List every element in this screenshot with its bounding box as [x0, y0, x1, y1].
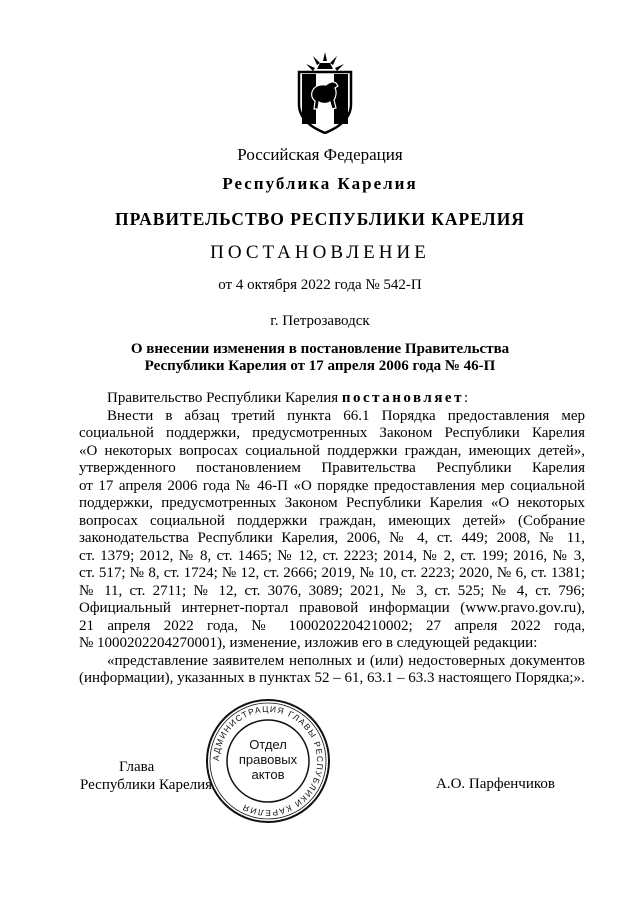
body-line: (информации), указанных в пунктах 52 – 61, 63.1 – 63.3 настоящего Порядка;».	[79, 670, 585, 686]
official-stamp	[204, 697, 332, 825]
stamp-line-1: Отдел	[249, 737, 287, 752]
body-line: вопросах социальной поддержки граждан, имеющих детей» (Собрание	[79, 512, 585, 529]
document-type: ПОСТАНОВЛЕНИЕ	[210, 242, 430, 263]
intro-line	[79, 390, 585, 408]
subject-line-1: О внесении изменения в постановление Правительства	[130, 341, 510, 357]
stamp-line-3: актов	[251, 767, 285, 782]
signatory-name: А.О. Парфенчиков	[436, 776, 555, 792]
country-name: Российская Федерация	[237, 145, 403, 164]
body-line: Внести в абзац третий пункта 66.1 Порядка предоставления мер	[107, 407, 585, 424]
stamp-ring-text: АДМИНИСТРАЦИЯ ГЛАВЫ РЕСПУБЛИКИ КАРЕЛИЯ	[210, 703, 326, 819]
coat-of-arms-icon	[296, 52, 354, 134]
intro-text: Правительство Республики Карелия	[107, 390, 342, 406]
body-line: Официальный интернет-портал правовой информации (www.pravo.gov.ru),	[79, 600, 585, 616]
body-line: ст. 1379; 2012, № 8, ст. 1465; № 12, ст. 2223; 2014, № 2, ст. 199; 2016, № 3,	[79, 547, 585, 564]
body-line: «представление заявителем неполных и (или) недостоверных документов	[107, 652, 585, 669]
body-line: от 17 апреля 2006 года № 46-П «О порядке предоставления мер социальной	[79, 477, 585, 494]
body-line: № 11, ст. 2711; № 12, ст. 3076, 3089; 2021, № 3, ст. 525; № 4, ст. 796;	[79, 582, 585, 599]
stamp-line-2: правовых	[238, 752, 298, 767]
intro-emphasis: постановляет	[341, 390, 464, 406]
body-line: № 1000202204270001), изменение, изложив его в следующей редакции:	[79, 635, 538, 651]
subject-line-2: Республики Карелия от 17 апреля 2006 года № 46-П	[144, 358, 496, 374]
government-title: ПРАВИТЕЛЬСТВО РЕСПУБЛИКИ КАРЕЛИЯ	[115, 209, 525, 229]
signatory-title-line-1: Глава	[119, 759, 155, 775]
city: г. Петрозаводск	[270, 313, 370, 329]
document-body	[79, 390, 585, 688]
body-line: 21 апреля 2022 года, № 1000202204210002; 27 апреля 2022 года,	[79, 617, 585, 634]
body-line: законодательства Республики Карелия, 2006, № 4, ст. 449; 2008, № 11,	[79, 530, 585, 546]
date-number: от 4 октября 2022 года № 542-П	[218, 277, 422, 293]
body-line: поддержки, предусмотренных Законом Республики Карелия «О некоторых	[79, 495, 585, 511]
intro-end: :	[463, 390, 469, 406]
signatory-title	[80, 758, 212, 794]
body-line: утвержденного постановлением Правительства Республики Карелия	[79, 460, 585, 476]
signatory-title-line-2: Республики Карелия	[80, 777, 213, 793]
document-subject	[0, 341, 640, 375]
body-line: ст. 517; № 8, ст. 1724; № 12, ст. 2666; 2019, № 10, ст. 2223; 2020, № 6, ст. 1381;	[79, 565, 585, 581]
body-line: «О некоторых вопросах социальной поддержки граждан, имеющих детей»,	[79, 442, 585, 459]
republic-name: Республика Карелия	[222, 174, 418, 193]
body-line: социальной поддержки, предусмотренных Законом Республики Карелия	[79, 425, 585, 441]
